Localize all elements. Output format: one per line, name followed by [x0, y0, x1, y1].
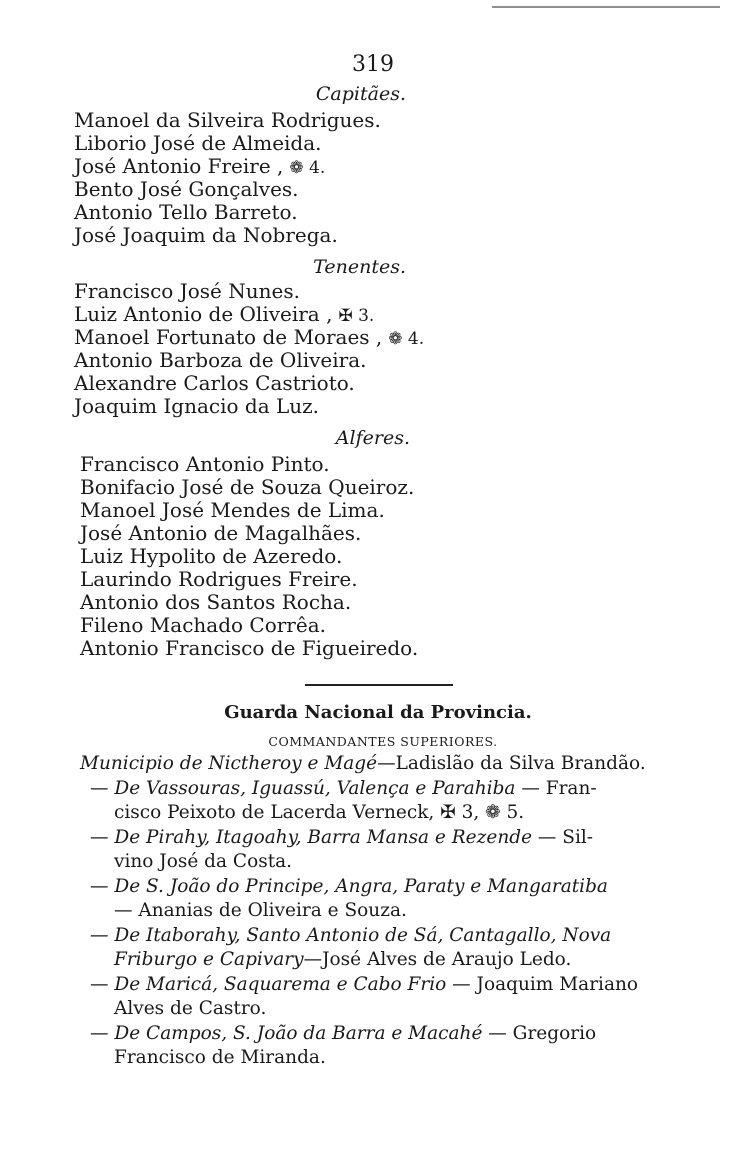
- commanders-list: [80, 752, 684, 1071]
- list-item: Luiz Hypolito de Azeredo.: [80, 544, 343, 568]
- list-item: Fileno Machado Corrêa.: [80, 613, 326, 637]
- list-item: Antonio Barboza de Oliveira.: [74, 348, 367, 372]
- list-item: Liborio José de Almeida.: [74, 131, 322, 155]
- list-item: Manoel Fortunato de Moraes , ❁ 4.: [74, 325, 425, 349]
- section-heading-tenentes: Tenentes.: [313, 256, 406, 278]
- tenentes-list: [74, 280, 424, 418]
- list-item: Antonio Francisco de Figueiredo.: [80, 636, 419, 660]
- top-rule: [492, 6, 720, 12]
- list-item: Alexandre Carlos Castrioto.: [74, 371, 355, 395]
- commander-entry: — De Vassouras, Iguassú, Valença e Parahiba — Fran- cisco Peixoto de Lacerda Verneck, ✠ 3, ❁ 5.: [90, 777, 597, 823]
- order-mark: ❁ 4.: [289, 158, 326, 178]
- commander-entry: — De S. João do Principe, Angra, Paraty e Mangaratiba — Ananias de Oliveira e Souza.: [90, 875, 608, 921]
- commander-entry: — De Itaborahy, Santo Antonio de Sá, Cantagallo, Nova Friburgo e Capivary—José Alves de Araujo Ledo.: [90, 924, 612, 970]
- commander-entry: — De Pirahy, Itagoahy, Barra Mansa e Rezende — Sil- vino José da Costa.: [90, 826, 594, 872]
- commander-entry: — De Maricá, Saquarema e Cabo Frio — Joaquim Mariano Alves de Castro.: [90, 973, 639, 1019]
- list-item: José Antonio de Magalhães.: [80, 521, 362, 545]
- commander-entry: Municipio de Nictheroy e Magé—Ladislão da Silva Brandão.: [80, 753, 646, 774]
- list-item: José Antonio Freire , ❁ 4.: [74, 154, 326, 178]
- order-mark: ❁ 4.: [388, 329, 425, 349]
- section-heading-capitaes: Capitães.: [315, 83, 406, 105]
- list-item: Laurindo Rodrigues Freire.: [80, 567, 358, 591]
- guarda-title: Guarda Nacional da Provincia.: [224, 702, 532, 723]
- list-item: Bonifacio José de Souza Queiroz.: [80, 475, 415, 499]
- list-item: Manoel José Mendes de Lima.: [80, 498, 385, 522]
- section-divider: [305, 684, 453, 686]
- guarda-subtitle: COMMANDANTES SUPERIORES.: [268, 734, 498, 749]
- commander-entry: — De Campos, S. João da Barra e Macahé — Gregorio Francisco de Miranda.: [90, 1022, 597, 1068]
- list-item: Bento José Gonçalves.: [74, 177, 299, 201]
- list-item: Manoel da Silveira Rodrigues.: [74, 108, 381, 132]
- list-item: Joaquim Ignacio da Luz.: [74, 394, 320, 418]
- list-item: Luiz Antonio de Oliveira , ✠ 3.: [74, 302, 375, 326]
- list-item: José Joaquim da Nobrega.: [74, 223, 338, 247]
- alferes-list: [80, 453, 418, 660]
- section-heading-alferes: Alferes.: [335, 427, 410, 449]
- list-item: Antonio Tello Barreto.: [74, 200, 298, 224]
- list-item: Francisco José Nunes.: [74, 279, 300, 303]
- page-number: 319: [352, 52, 394, 77]
- order-mark: ✠ 3.: [338, 306, 375, 326]
- capitaes-list: [74, 109, 381, 247]
- list-item: Antonio dos Santos Rocha.: [80, 590, 352, 614]
- list-item: Francisco Antonio Pinto.: [80, 452, 330, 476]
